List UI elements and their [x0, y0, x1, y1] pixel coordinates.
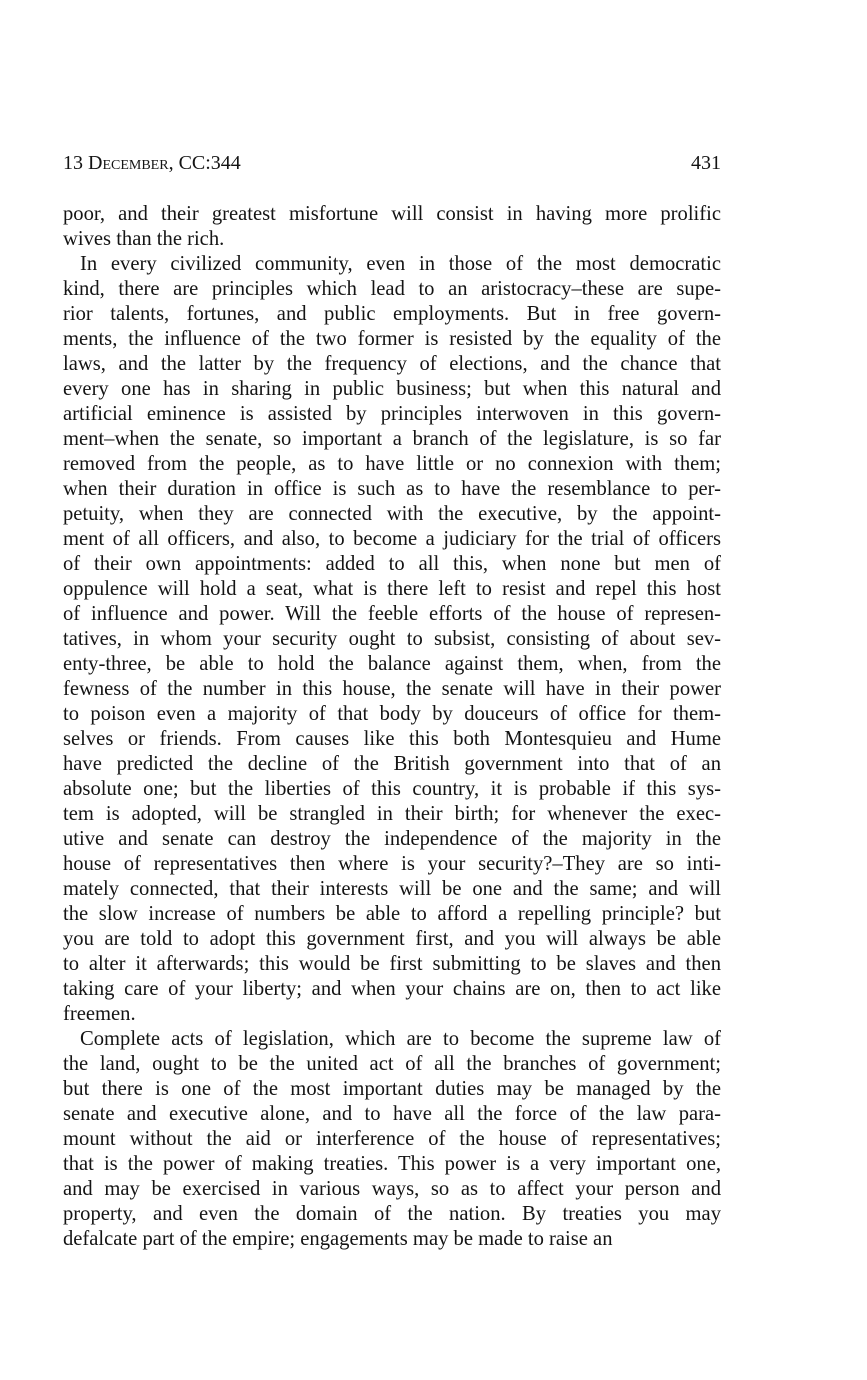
text-line: freemen.: [63, 1003, 136, 1025]
page-number: 431: [691, 152, 721, 174]
paragraph: [63, 252, 721, 1027]
text-line: artificial eminence is assisted by principles interwoven in this govern-: [63, 403, 721, 425]
text-line: laws, and the latter by the frequency of elections, and the chance that: [63, 353, 721, 375]
text-line: removed from the people, as to have little or no connexion with them;: [63, 453, 721, 475]
running-head-reference: , CC:344: [168, 152, 241, 174]
text-line: ment of all officers, and also, to become a judiciary for the trial of officers: [63, 528, 721, 550]
text-line: ment–when the senate, so important a branch of the legislature, is so far: [63, 428, 721, 450]
text-line: every one has in sharing in public business; but when this natural and: [63, 378, 721, 400]
text-line: kind, there are principles which lead to an aristocracy–these are supe-: [63, 278, 721, 300]
paragraph: [63, 202, 721, 252]
text-line: selves or friends. From causes like this both Montesquieu and Hume: [63, 728, 721, 750]
text-line: that is the power of making treaties. This power is a very important one,: [63, 1153, 721, 1175]
text-line: but there is one of the most important duties may be managed by the: [63, 1078, 721, 1100]
text-line: tatives, in whom your security ought to subsist, consisting of about sev-: [63, 628, 721, 650]
text-line: mately connected, that their interests will be one and the same; and will: [63, 878, 721, 900]
text-line: poor, and their greatest misfortune will consist in having more prolific: [63, 203, 721, 225]
text-line: when their duration in office is such as to have the resemblance to per-: [63, 478, 721, 500]
text-line: rior talents, fortunes, and public employments. But in free govern-: [63, 303, 721, 325]
paragraph: [63, 1027, 721, 1252]
text-line: the slow increase of numbers be able to afford a repelling principle? but: [63, 903, 721, 925]
text-line: of influence and power. Will the feeble efforts of the house of represen-: [63, 603, 721, 625]
text-line: absolute one; but the liberties of this country, it is probable if this sys-: [63, 778, 721, 800]
text-line: of their own appointments: added to all this, when none but men of: [63, 553, 721, 575]
running-head-date: [63, 150, 241, 176]
running-head-month: December: [88, 152, 169, 174]
text-line: In every civilized community, even in those of the most democratic: [80, 253, 721, 275]
text-line: taking care of your liberty; and when your chains are on, then to act like: [63, 978, 721, 1000]
text-line: petuity, when they are connected with the executive, by the appoint-: [63, 503, 721, 525]
text-line: oppulence will hold a seat, what is there left to resist and repel this host: [63, 578, 721, 600]
text-line: utive and senate can destroy the independence of the majority in the: [63, 828, 721, 850]
running-head-day: 13: [63, 152, 88, 174]
text-line: Complete acts of legislation, which are to become the supreme law of: [80, 1028, 721, 1050]
text-line: mount without the aid or interference of the house of representatives;: [63, 1128, 721, 1150]
body-text: [63, 202, 721, 1252]
text-line: have predicted the decline of the British government into that of an: [63, 753, 721, 775]
text-line: to poison even a majority of that body by douceurs of office for them-: [63, 703, 721, 725]
text-line: ments, the influence of the two former is resisted by the equality of the: [63, 328, 721, 350]
running-head: [63, 150, 721, 180]
text-line: fewness of the number in this house, the senate will have in their power: [63, 678, 721, 700]
text-line: enty-three, be able to hold the balance against them, when, from the: [63, 653, 721, 675]
text-line: tem is adopted, will be strangled in their birth; for whenever the exec-: [63, 803, 721, 825]
text-line: and may be exercised in various ways, so as to affect your person and: [63, 1178, 721, 1200]
text-line: defalcate part of the empire; engagements may be made to raise an: [63, 1228, 613, 1250]
text-line: property, and even the domain of the nation. By treaties you may: [63, 1203, 721, 1225]
text-line: wives than the rich.: [63, 228, 225, 250]
text-line: to alter it afterwards; this would be first submitting to be slaves and then: [63, 953, 721, 975]
document-page: [63, 150, 721, 1252]
text-line: senate and executive alone, and to have all the force of the law para-: [63, 1103, 721, 1125]
text-line: the land, ought to be the united act of all the branches of government;: [63, 1053, 721, 1075]
text-line: house of representatives then where is your security?–They are so inti-: [63, 853, 721, 875]
text-line: you are told to adopt this government first, and you will always be able: [63, 928, 721, 950]
